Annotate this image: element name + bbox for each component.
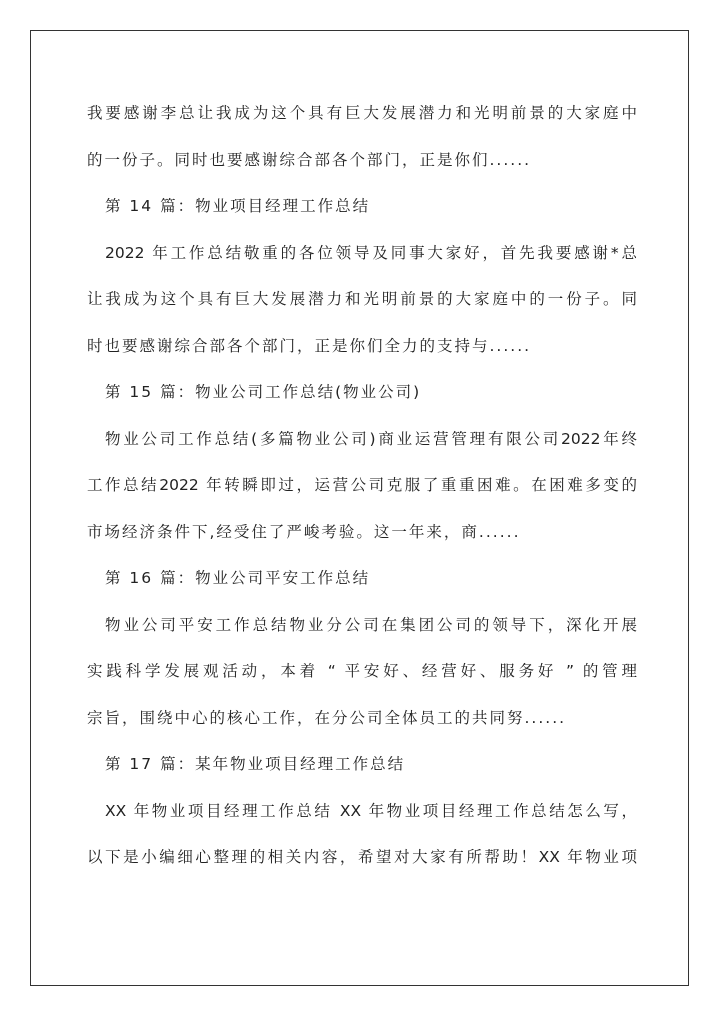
paragraph-line: 物业公司平安工作总结物业分公司在集团公司的领导下，深化开展 [105,615,637,634]
paragraph-line: 2022 年工作总结敬重的各位领导及同事大家好，首先我要感谢*总 [105,243,637,262]
paragraph-line: 宗旨，围绕中心的核心工作，在分公司全体员工的共同努...... [87,708,567,727]
section-heading: 第 15 篇：物业公司工作总结(物业公司) [105,383,422,401]
paragraph-line: 的一份子。同时也要感谢综合部各个部门，正是你们...... [87,150,532,169]
paragraph-line: 让我成为这个具有巨大发展潜力和光明前景的大家庭中的一份子。同 [87,290,637,308]
paragraph-line: 以下是小编细心整理的相关内容，希望对大家有所帮助！XX 年物业项 [87,848,637,866]
paragraph-line: 时也要感谢综合部各个部门，正是你们全力的支持与...... [87,336,532,355]
paragraph-line: 实践科学发展观活动，本着 “ 平安好、经营好、服务好 ” 的管理 [87,662,637,680]
section-heading: 第 17 篇：某年物业项目经理工作总结 [105,755,406,773]
section-heading: 第 14 篇：物业项目经理工作总结 [105,197,371,215]
paragraph-line: XX 年物业项目经理工作总结 XX 年物业项目经理工作总结怎么写， [105,801,637,820]
document-body [87,90,637,881]
paragraph-line: 我要感谢李总让我成为这个具有巨大发展潜力和光明前景的大家庭中 [87,104,637,122]
paragraph-line: 物业公司工作总结(多篇物业公司)商业运营管理有限公司2022年终 [105,429,637,448]
paragraph-line: 市场经济条件下,经受住了严峻考验。这一年来，商...... [87,522,521,541]
paragraph-line: 工作总结2022 年转瞬即过，运营公司克服了重重困难。在困难多变的 [87,476,637,494]
section-heading: 第 16 篇：物业公司平安工作总结 [105,569,371,587]
